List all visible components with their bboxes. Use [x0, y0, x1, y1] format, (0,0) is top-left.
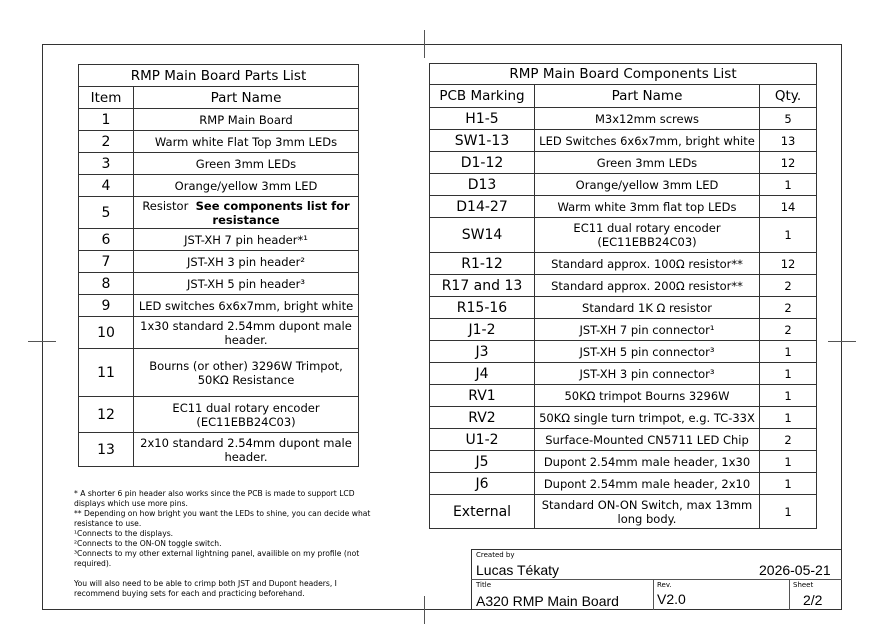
component-marking: SW1-13: [430, 130, 535, 152]
parts-header-item: Item: [79, 87, 134, 109]
parts-name: JST-XH 5 pin header³: [134, 273, 359, 295]
parts-item: 4: [79, 175, 134, 197]
component-marking: J3: [430, 341, 535, 363]
parts-item: 5: [79, 197, 134, 229]
component-name: LED Switches 6x6x7mm, bright white: [535, 130, 760, 152]
revision: V2.0: [657, 591, 686, 607]
table-row: [79, 349, 359, 397]
table-row: [430, 407, 817, 429]
rev-label: Rev.: [657, 581, 672, 589]
table-row: [430, 385, 817, 407]
component-marking: External: [430, 495, 535, 529]
component-qty: 12: [760, 152, 817, 174]
component-name: 50KΩ trimpot Bourns 3296W: [535, 385, 760, 407]
parts-name: RMP Main Board: [134, 109, 359, 131]
parts-name: 1x30 standard 2.54mm dupont male header.: [134, 317, 359, 349]
component-marking: D13: [430, 174, 535, 196]
parts-name: Warm white Flat Top 3mm LEDs: [134, 131, 359, 153]
parts-item: 13: [79, 433, 134, 467]
parts-list-caption: RMP Main Board Parts List: [79, 65, 359, 87]
component-name: JST-XH 3 pin connector³: [535, 363, 760, 385]
component-name: Standard 1K Ω resistor: [535, 297, 760, 319]
sheet-label: Sheet: [793, 581, 814, 589]
component-marking: SW14: [430, 218, 535, 253]
component-qty: 2: [760, 319, 817, 341]
component-name: Dupont 2.54mm male header, 2x10: [535, 473, 760, 495]
table-row: [79, 175, 359, 197]
components-list-caption: RMP Main Board Components List: [430, 64, 817, 85]
table-row: [430, 341, 817, 363]
component-qty: 1: [760, 174, 817, 196]
component-name: Warm white 3mm flat top LEDs: [535, 196, 760, 218]
footnote: You will also need to be able to crimp both JST and Dupont headers, I recommend buying sets for each and practicing beforehand.: [74, 579, 340, 598]
title-block-divider: [471, 579, 842, 580]
component-qty: 1: [760, 385, 817, 407]
components-header-marking: PCB Marking: [430, 85, 535, 108]
author: Lucas Tékaty: [476, 562, 560, 578]
parts-item: 6: [79, 229, 134, 251]
footnote: * A shorter 6 pin header also works since the PCB is made to support LCD displays which use more pins.: [74, 489, 358, 508]
title-label: Title: [476, 581, 492, 589]
component-name: JST-XH 7 pin connector¹: [535, 319, 760, 341]
component-marking: J5: [430, 451, 535, 473]
parts-name: Green 3mm LEDs: [134, 153, 359, 175]
table-row: [430, 297, 817, 319]
table-row: [430, 473, 817, 495]
table-row: [79, 251, 359, 273]
parts-name: Bourns (or other) 3296W Trimpot, 50KΩ Resistance: [134, 349, 359, 397]
component-marking: U1-2: [430, 429, 535, 451]
component-qty: 12: [760, 253, 817, 275]
component-qty: 5: [760, 108, 817, 130]
table-row: [79, 109, 359, 131]
component-name: Standard approx. 100Ω resistor**: [535, 253, 760, 275]
table-row: [430, 196, 817, 218]
table-row: [430, 130, 817, 152]
component-qty: 1: [760, 473, 817, 495]
table-row: [430, 363, 817, 385]
component-qty: 2: [760, 429, 817, 451]
table-row: [430, 275, 817, 297]
component-qty: 1: [760, 451, 817, 473]
table-row: [430, 253, 817, 275]
component-marking: J4: [430, 363, 535, 385]
component-marking: H1-5: [430, 108, 535, 130]
component-qty: 1: [760, 407, 817, 429]
component-qty: 2: [760, 297, 817, 319]
component-name: 50KΩ single turn trimpot, e.g. TC-33X: [535, 407, 760, 429]
footnote: ²Connects to the ON-ON toggle switch.: [74, 539, 222, 548]
footnote-spacer: [74, 569, 374, 579]
frame-tick-bottom: [424, 596, 425, 624]
component-name: Standard approx. 200Ω resistor**: [535, 275, 760, 297]
table-row: [79, 397, 359, 433]
component-name: Orange/yellow 3mm LED: [535, 174, 760, 196]
component-marking: D14-27: [430, 196, 535, 218]
component-qty: 1: [760, 495, 817, 529]
parts-list-table: [78, 64, 359, 467]
component-qty: 14: [760, 196, 817, 218]
component-name: JST-XH 5 pin connector³: [535, 341, 760, 363]
parts-name: JST-XH 7 pin header*¹: [134, 229, 359, 251]
components-header-name: Part Name: [535, 85, 760, 108]
table-row: [79, 433, 359, 467]
component-qty: 1: [760, 363, 817, 385]
component-marking: R1-12: [430, 253, 535, 275]
table-row: [79, 317, 359, 349]
parts-name: EC11 dual rotary encoder (EC11EBB24C03): [134, 397, 359, 433]
component-qty: 1: [760, 341, 817, 363]
footnote: ¹Connects to the displays.: [74, 529, 174, 538]
component-qty: 1: [760, 218, 817, 253]
table-row: [430, 319, 817, 341]
table-row: [79, 197, 359, 229]
sheet-number: 2/2: [803, 592, 823, 608]
parts-item: 8: [79, 273, 134, 295]
table-row: [79, 273, 359, 295]
component-marking: J6: [430, 473, 535, 495]
parts-item: 9: [79, 295, 134, 317]
footnotes: [74, 489, 374, 599]
components-header-qty: Qty.: [760, 85, 817, 108]
components-list-table: [429, 63, 817, 529]
created-by-label: Created by: [476, 551, 515, 559]
parts-name: 2x10 standard 2.54mm dupont male header.: [134, 433, 359, 467]
component-marking: RV2: [430, 407, 535, 429]
title-block-divider: [653, 579, 654, 610]
parts-name-note: See components list for resistance: [195, 198, 350, 227]
table-row: [79, 229, 359, 251]
table-row: [430, 108, 817, 130]
parts-name: Orange/yellow 3mm LED: [134, 175, 359, 197]
parts-name: [134, 197, 359, 229]
parts-item: 3: [79, 153, 134, 175]
title-block-divider: [789, 579, 790, 610]
frame-tick-right: [828, 341, 856, 342]
parts-name: LED switches 6x6x7mm, bright white: [134, 295, 359, 317]
table-row: [79, 153, 359, 175]
table-row: [430, 429, 817, 451]
parts-item: 12: [79, 397, 134, 433]
table-row: [430, 451, 817, 473]
component-name: Standard ON-ON Switch, max 13mm long body.: [535, 495, 760, 529]
component-name: Green 3mm LEDs: [535, 152, 760, 174]
component-marking: R17 and 13: [430, 275, 535, 297]
table-row: [79, 295, 359, 317]
parts-item: 11: [79, 349, 134, 397]
drawing-title: A320 RMP Main Board: [476, 593, 619, 609]
component-marking: D1-12: [430, 152, 535, 174]
parts-item: 7: [79, 251, 134, 273]
parts-item: 1: [79, 109, 134, 131]
component-marking: R15-16: [430, 297, 535, 319]
table-row: [430, 495, 817, 529]
component-name: Dupont 2.54mm male header, 1x30: [535, 451, 760, 473]
component-name: EC11 dual rotary encoder (EC11EBB24C03): [535, 218, 760, 253]
table-row: [430, 152, 817, 174]
frame-tick-top: [424, 30, 425, 58]
frame-tick-left: [28, 341, 56, 342]
parts-name: JST-XH 3 pin header²: [134, 251, 359, 273]
component-marking: J1-2: [430, 319, 535, 341]
parts-header-name: Part Name: [134, 87, 359, 109]
footnote: ** Depending on how bright you want the LEDs to shine, you can decide what resistance to use.: [74, 509, 373, 528]
parts-item: 2: [79, 131, 134, 153]
table-row: [79, 131, 359, 153]
parts-name-prefix: Resistor: [142, 198, 196, 213]
footnote: ³Connects to my other external lightning panel, availible on my profile (not required).: [74, 549, 362, 568]
table-row: [430, 174, 817, 196]
component-marking: RV1: [430, 385, 535, 407]
parts-item: 10: [79, 317, 134, 349]
component-qty: 2: [760, 275, 817, 297]
component-name: Surface-Mounted CN5711 LED Chip: [535, 429, 760, 451]
component-qty: 13: [760, 130, 817, 152]
date: 2026-05-21: [759, 562, 831, 578]
component-name: M3x12mm screws: [535, 108, 760, 130]
table-row: [430, 218, 817, 253]
